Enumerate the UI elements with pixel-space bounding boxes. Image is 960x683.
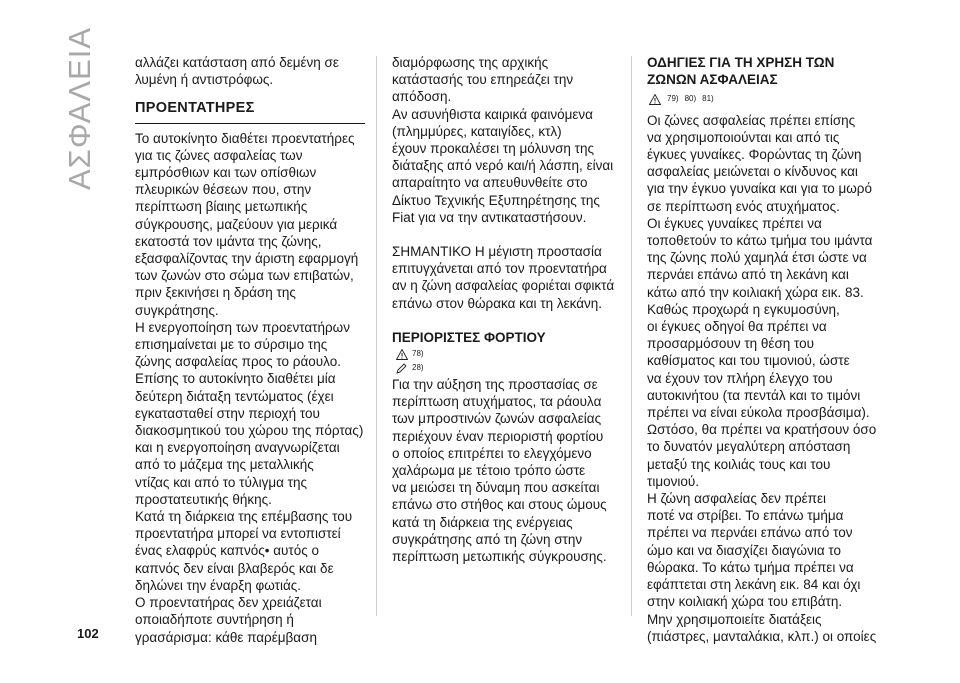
text-line: διακοσμητικού του χώρου της πόρτας)	[135, 423, 364, 439]
text-line: έχουν προκαλέσει τη μόλυνση της	[392, 141, 595, 157]
column-2	[392, 54, 622, 565]
instructions-body	[647, 112, 877, 645]
text-line: Η ενεργοποίηση των προεντατήρων	[135, 319, 350, 335]
text-line: περίπτωση ατυχήματος, τα ράουλα	[392, 394, 602, 410]
text-line: έγκυες γυναίκες. Φορώντας τη ζώνη	[647, 147, 862, 163]
text-line: (πιάστρες, μανταλάκια, κλπ.) οι οποίες	[647, 628, 877, 644]
text-line: γρασάρισμα: κάθε παρέμβαση	[135, 629, 317, 645]
text-line: Ο προεντατήρας δεν χρειάζεται	[135, 595, 322, 611]
column-divider	[631, 56, 632, 616]
text-line: μεταξύ της κοιλιάς τους και του	[647, 456, 831, 472]
warning-icon	[396, 349, 408, 360]
text-line: επάνω στο στήθος και στους ώμους	[392, 497, 607, 513]
text-line: προεντατήρα μπορεί να εντοπιστεί	[135, 526, 341, 542]
paragraph	[392, 54, 622, 226]
column-1	[135, 54, 365, 646]
text-line: κατάστασής του επηρεάζει την	[392, 72, 574, 88]
text-line: χαλάρωμα με τέτοιο τρόπο ώστε	[392, 463, 586, 479]
text-line: απαραίτητο να απευθυνθείτε στο	[392, 175, 588, 191]
text-line: επάνω στον θώρακα και τη λεκάνη.	[392, 295, 603, 311]
text-line: καθίσματος και του τιμονιού, ώστε	[647, 353, 850, 369]
text-line: να έχουν τον πλήρη έλεγχο του	[647, 370, 833, 386]
text-line: απόδοση.	[392, 89, 452, 105]
text-line: κατά τη διάρκεια της ενέργειας	[392, 514, 573, 530]
text-line: πρέπει να περνάει επάνω από τον	[647, 525, 853, 541]
text-line: ΣΗΜΑΝΤΙΚΟ Η μέγιστη προστασία	[392, 244, 602, 260]
pencil-icon	[396, 363, 408, 374]
text-line: εμπρόσθιων και των οπίσθιων	[135, 165, 317, 181]
text-line: της ζώνης πολύ χαμηλά έτσι ώστε να	[647, 250, 867, 266]
text-line: δεύτερη διάταξη τεντώματος (έχει	[135, 388, 334, 404]
note-ref-text: 28)	[412, 363, 424, 373]
text-line: Fiat για να την αντικαταστήσουν.	[392, 209, 587, 225]
heading-instructions-line: ΖΩΝΩΝ ΑΣΦΑΛΕΙΑΣ	[647, 72, 778, 88]
text-line: οι έγκυες οδηγοί θα πρέπει να	[647, 319, 827, 335]
note-ref	[396, 362, 622, 374]
text-line: περιέχουν έναν περιοριστή φορτίου	[392, 428, 604, 444]
text-line: διάταξης από νερό και/ή λάσπη, είναι	[392, 158, 614, 174]
text-line: θώρακα. Το κάτω τμήμα πρέπει να	[647, 559, 854, 575]
text-line: (πλημμύρες, καταιγίδες, κτλ)	[392, 123, 562, 139]
text-line: κάτω από την κοιλιακή χώρα εικ. 83.	[647, 284, 864, 300]
text-line: των ζωνών στο σώμα των επιβατών,	[135, 268, 354, 284]
text-line: και η ενεργοποίηση αναγνωρίζεται	[135, 440, 340, 456]
text-line: για την έγκυο γυναίκα και για το μωρό	[647, 181, 872, 197]
warning-ref	[396, 348, 622, 360]
heading-load-limiters: ΠΕΡΙΟΡΙΣΤΕΣ ΦΟΡΤΙΟΥ	[392, 329, 546, 345]
column-divider	[376, 56, 377, 616]
text-line: λυμένη ή αντιστρόφως.	[135, 72, 274, 88]
warning-ref-text: 80)	[684, 94, 697, 104]
paragraph	[392, 376, 622, 565]
text-line: ο οποίος επιτρέπει το ελεγχόμενο	[392, 445, 592, 461]
text-line: Καθώς προχωρά η εγκυμοσύνη,	[647, 301, 840, 317]
text-line: τιμονιού.	[647, 473, 700, 489]
warning-ref-text: 79)	[667, 94, 679, 104]
text-line: συγκράτησης από τη ζώνη στην	[392, 531, 583, 547]
text-line: αλλάζει κατάσταση από δεμένη σε	[135, 55, 339, 70]
pretensioners-body	[135, 130, 365, 646]
text-line: ντίζας και από το τύλιγμα της	[135, 474, 308, 490]
text-line: εφάπτεται στη λεκάνη εικ. 84 και όχι	[647, 577, 861, 593]
text-line: σύγκρουσης, μαζεύουν για μερικά	[135, 216, 338, 232]
text-line: επισημαίνεται με το σύρσιμο της	[135, 337, 328, 353]
text-line: να μειώσει τη δύναμη που ασκείται	[392, 480, 600, 496]
text-line: εκατοστά τον ιμάντα της ζώνης,	[135, 233, 322, 249]
text-line: από το μάζεμα της μεταλλικής	[135, 457, 314, 473]
text-line: ζώνης ασφαλείας προς το ράουλο.	[135, 354, 341, 370]
text-line: Μην χρησιμοποιείτε διατάξεις	[647, 611, 822, 627]
warning-refs	[649, 90, 877, 107]
text-line: ώμο και να διασχίζει διαγώνια το	[647, 542, 842, 558]
text-line: πλευρικών θέσεων που, στην	[135, 182, 312, 198]
warning-ref-text: 81)	[702, 94, 714, 104]
text-line: Η ζώνη ασφαλείας δεν πρέπει	[647, 491, 827, 507]
warning-ref-text: 78)	[412, 349, 424, 359]
text-line: Δίκτυο Τεχνικής Εξυπηρέτησης της	[392, 192, 600, 208]
text-line: στην κοιλιακή χώρα του επιβάτη.	[647, 594, 843, 610]
text-line: εγκατασταθεί στην περιοχή του	[135, 405, 320, 421]
text-line: Για την αύξηση της προστασίας σε	[392, 377, 598, 393]
text-line: ποτέ να στρίβει. Το επάνω τμήμα	[647, 508, 844, 524]
text-line: διαμόρφωσης της αρχικής	[392, 55, 549, 70]
text-line: Αν ασυνήθιστα καιρικά φαινόμενα	[392, 106, 593, 122]
text-line: αν η ζώνη ασφαλείας φοριέται σφικτά	[392, 278, 615, 294]
section-title	[62, 26, 112, 200]
heading-pretensioners: ΠΡΟΕΝΤΑΤΗΡΕΣ	[135, 100, 365, 123]
section-title-text: ΑΣΦΑΛΕΙΑ	[62, 26, 97, 190]
text-line: Επίσης το αυτοκίνητο διαθέτει μία	[135, 371, 336, 387]
text-line: οποιαδήποτε συντήρηση ή	[135, 612, 294, 628]
text-line: ένας ελαφρύς καπνός• αυτός ο	[135, 543, 320, 559]
text-line: Οι ζώνες ασφαλείας πρέπει επίσης	[647, 112, 856, 128]
text-line: Κατά τη διάρκεια της επέμβασης του	[135, 509, 353, 525]
text-line: καπνός δεν είναι βλαβερός και δε	[135, 560, 334, 576]
text-line: να χρησιμοποιούνται και από τις	[647, 129, 840, 145]
warning-icon	[649, 94, 661, 105]
column-3	[647, 54, 877, 645]
text-line: εξασφαλίζοντας την άριστη εφαρμογή	[135, 251, 359, 267]
text-line: για τις ζώνες ασφαλείας των	[135, 147, 303, 163]
text-line: ασφαλείας μειώνεται ο κίνδυνος και	[647, 164, 858, 180]
text-line: σε περίπτωση ενός ατυχήματος.	[647, 198, 840, 214]
text-line: συγκράτησης.	[135, 302, 219, 318]
text-line: το δυνατόν μεγαλύτερη απόσταση	[647, 439, 851, 455]
text-line: Οι έγκυες γυναίκες πρέπει να	[647, 215, 822, 231]
text-line: περίπτωση βίαιης μετωπικής	[135, 199, 308, 215]
text-line: Το αυτοκίνητο διαθέτει προεντατήρες	[135, 130, 355, 146]
text-line: επιτυγχάνεται από τον προεντατήρα	[392, 261, 607, 277]
text-line: των μπροστινών ζωνών ασφαλείας	[392, 411, 602, 427]
important-note	[392, 243, 622, 312]
text-line: προστατευτικής θήκης.	[135, 491, 272, 507]
text-line: πρέπει να είναι εύκολα προσβάσιμα).	[647, 405, 870, 421]
text-line: Ωστόσο, θα πρέπει να κρατήσουν όσο	[647, 422, 877, 438]
text-line: πριν ξεκινήσει η δράση της	[135, 285, 296, 301]
text-line: περίπτωση μετωπικής σύγκρουσης.	[392, 549, 607, 565]
text-line: προσαρμόσουν τη θέση του	[647, 336, 815, 352]
page-number: 102	[77, 626, 99, 641]
text-line: περνάει επάνω από τη λεκάνη και	[647, 267, 849, 283]
heading-instructions-line: ΟΔΗΓΙΕΣ ΓΙΑ ΤΗ ΧΡΗΣΗ ΤΩΝ	[647, 55, 835, 70]
text-line: δηλώνει την έναρξη φωτιάς.	[135, 577, 302, 593]
text-line: αυτοκινήτου (τα πεντάλ και το τιμόνι	[647, 387, 861, 403]
text-line: τοποθετούν το κάτω τμήμα του ιμάντα	[647, 233, 873, 249]
